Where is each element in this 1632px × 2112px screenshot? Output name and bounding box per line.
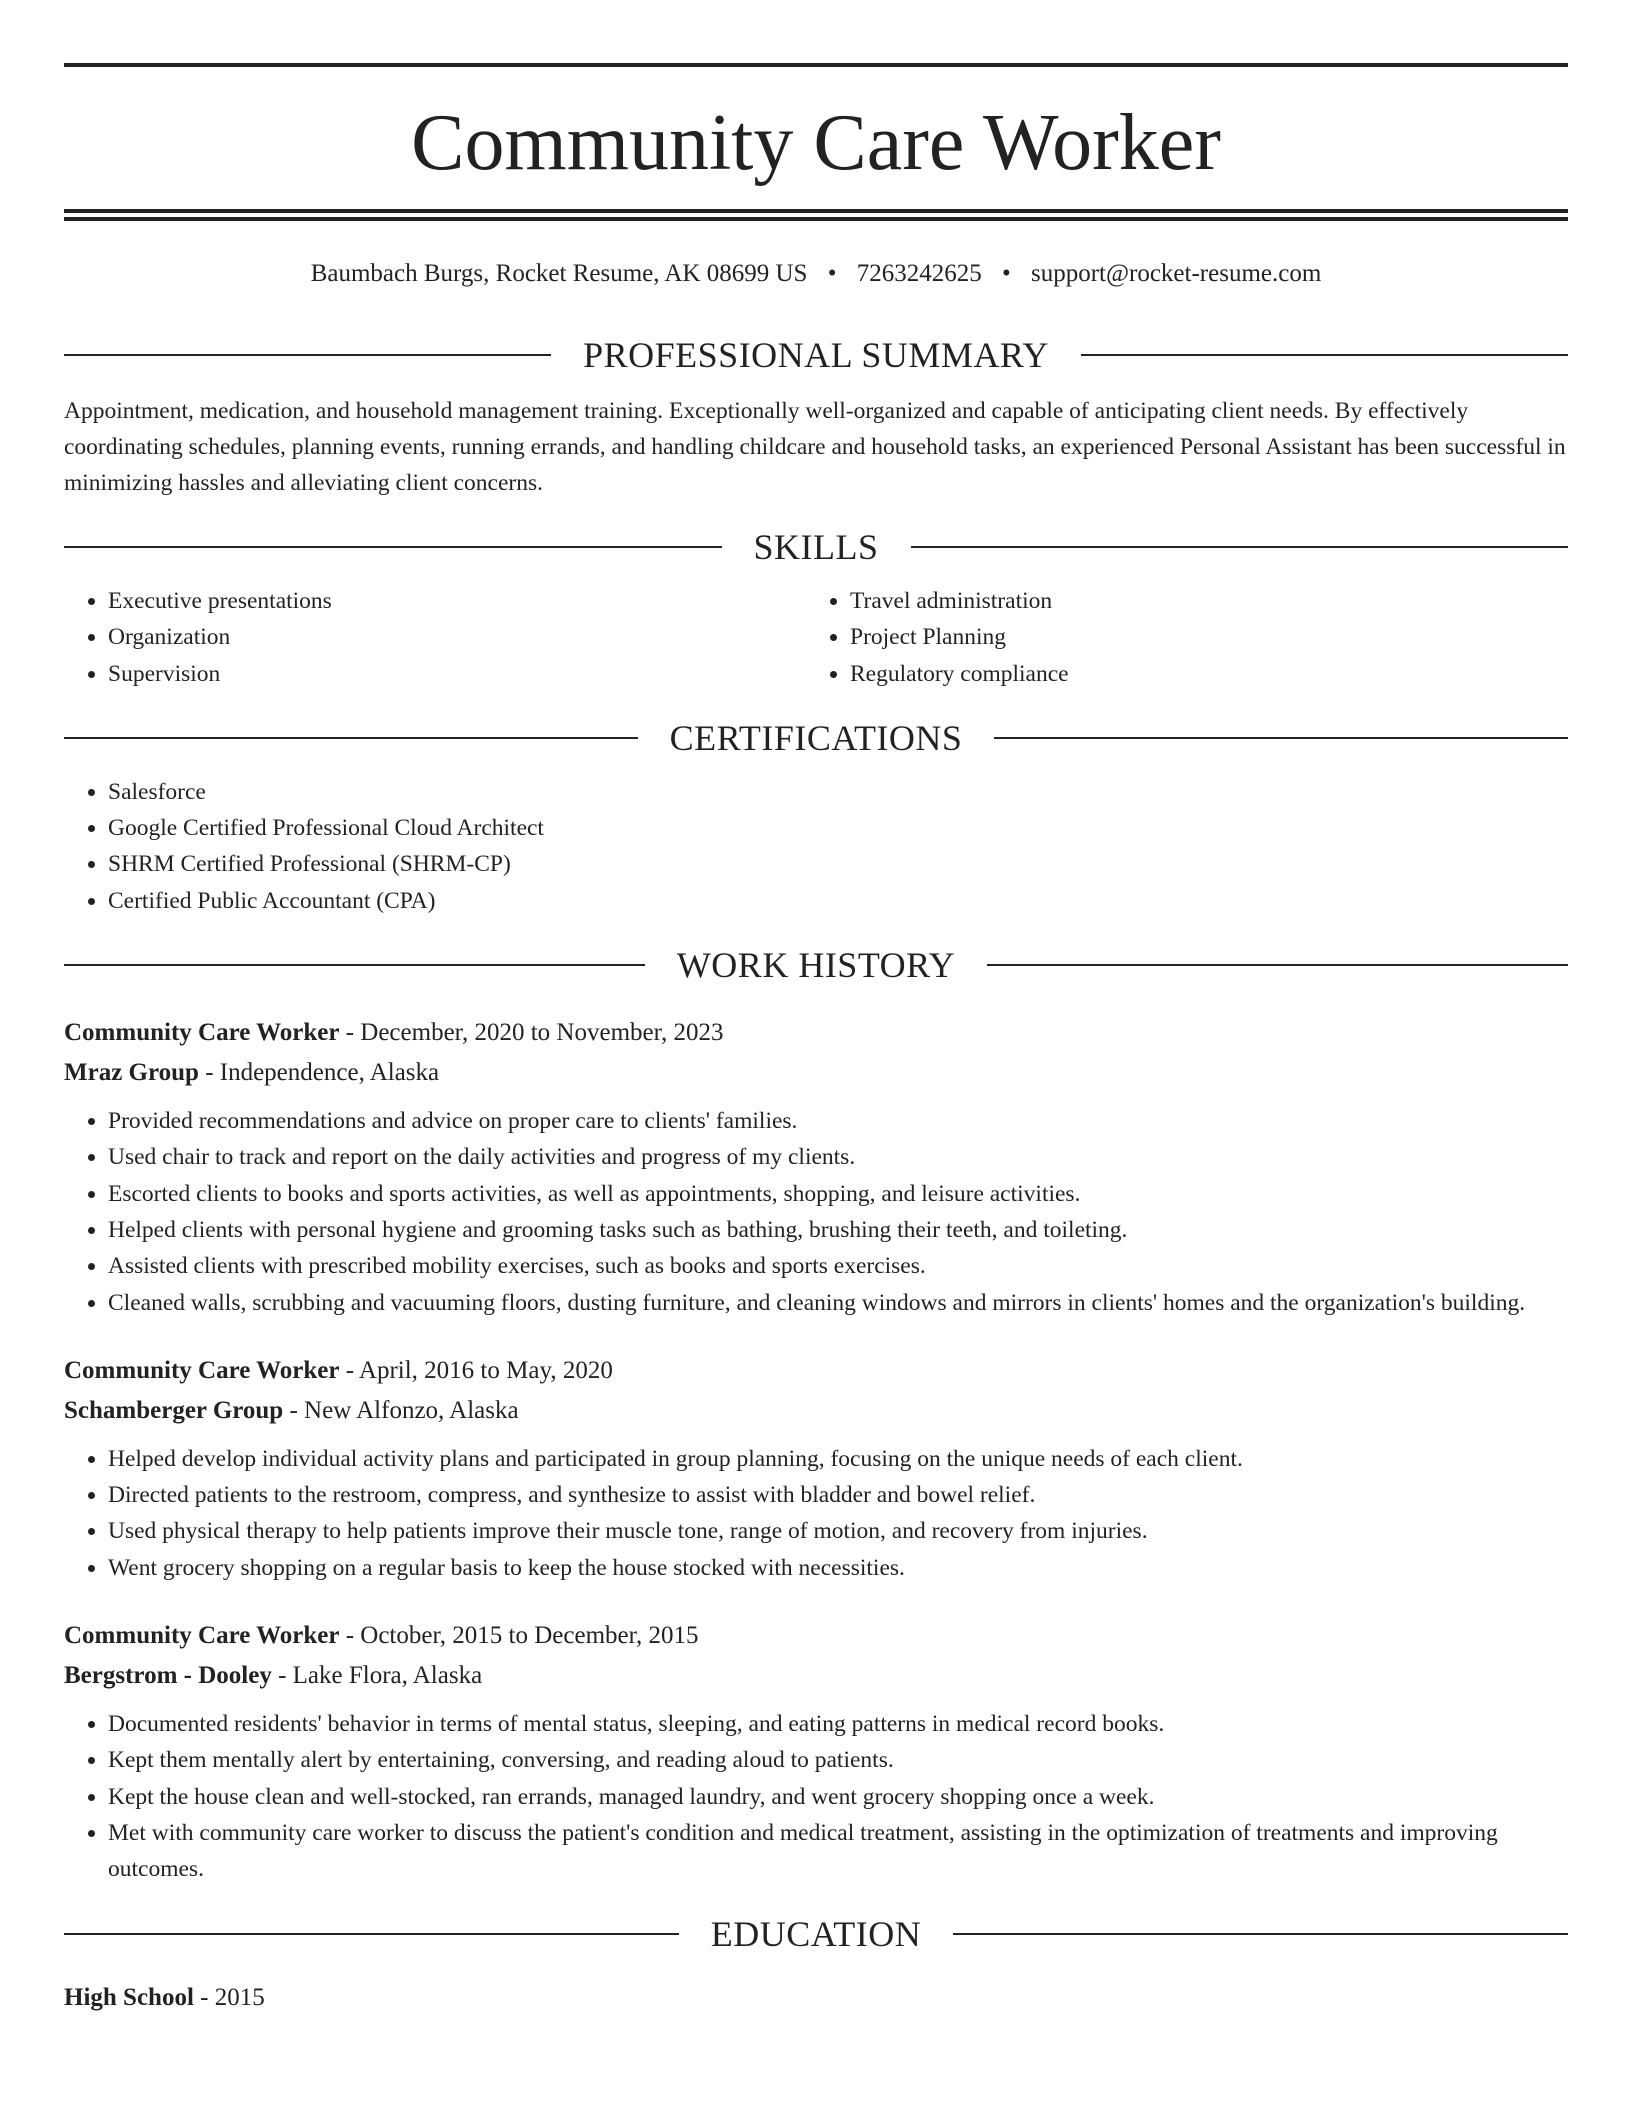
skills-heading-row <box>64 527 1568 567</box>
job-company-line <box>64 1656 1568 1696</box>
job-company-line <box>64 1391 1568 1431</box>
skills-column-left <box>64 583 806 692</box>
job-company-line <box>64 1053 1568 1093</box>
page-title: Community Care Worker <box>411 99 1221 187</box>
job-bullet: • Met with community care worker to discuss the patient's condition and medical treatment, assisting in the optimization of treatments and improving outcomes. <box>108 1815 1568 1888</box>
certifications-list <box>64 774 1568 919</box>
contact-separator: • <box>1001 260 1011 287</box>
heading-rule <box>987 964 1568 966</box>
job-bullet: • Helped clients with personal hygiene and grooming tasks such as bathing, brushing their teeth, and toileting. <box>108 1212 1568 1248</box>
skills-column-right <box>806 583 1548 692</box>
job-bullet: • Kept them mentally alert by entertaining, conversing, and reading aloud to patients. <box>108 1742 1568 1778</box>
heading-rule <box>911 546 1569 548</box>
summary-heading-row <box>64 335 1568 375</box>
job-title-line <box>64 1351 1568 1391</box>
job-bullet: • Assisted clients with prescribed mobility exercises, such as books and sports exercises. <box>108 1248 1568 1284</box>
education-heading: EDUCATION <box>710 1913 922 1954</box>
job-bullet: • Kept the house clean and well-stocked, ran errands, managed laundry, and went grocery shopping once a week. <box>108 1779 1568 1815</box>
job-bullet: • Documented residents' behavior in terms of mental status, sleeping, and eating patterns in medical record books. <box>108 1706 1568 1742</box>
job-bullet: • Used physical therapy to help patients improve their muscle tone, range of motion, and recovery from injuries. <box>108 1513 1568 1549</box>
work-heading-row <box>64 945 1568 985</box>
job-title-line <box>64 1013 1568 1053</box>
job-bullet: • Escorted clients to books and sports activities, as well as appointments, shopping, and leisure activities. <box>108 1176 1568 1212</box>
job-bullets <box>64 1441 1568 1586</box>
skill-item: • Organization <box>108 619 806 655</box>
heading-rule <box>64 1933 679 1935</box>
summary-text: Appointment, medication, and household management training. Exceptionally well-organized and capable of anticipating client needs. By effectively coordinating schedules, planning events, running errands, and handling childcare and household tasks, an experienced Personal Assistant has been successful in minimizing hassles and alleviating client concerns. <box>64 398 1566 496</box>
heading-rule <box>64 737 638 739</box>
title-double-rule <box>64 209 1568 221</box>
job-location: - Independence, Alaska <box>198 1059 440 1087</box>
job-dates: - April, 2016 to May, 2020 <box>339 1356 613 1384</box>
job-bullet: • Went grocery shopping on a regular basis to keep the house stocked with necessities. <box>108 1550 1568 1586</box>
skills-heading: SKILLS <box>753 527 879 567</box>
contact-separator: • <box>827 260 837 287</box>
skill-item: • Executive presentations <box>108 583 806 619</box>
education-degree: High School <box>64 1983 194 2011</box>
top-rule <box>64 63 1568 67</box>
job-company: Mraz Group <box>64 1059 199 1087</box>
job-bullet: • Used chair to track and report on the daily activities and progress of my clients. <box>108 1139 1568 1175</box>
job-entry <box>64 1351 1568 1586</box>
skill-item: • Supervision <box>108 656 806 692</box>
certifications-heading: CERTIFICATIONS <box>669 717 963 758</box>
heading-rule <box>64 546 722 548</box>
heading-rule <box>953 1933 1568 1935</box>
heading-rule <box>1081 354 1568 356</box>
certification-item: • Certified Public Accountant (CPA) <box>108 883 1568 919</box>
contact-line <box>64 257 1568 291</box>
job-company: Bergstrom - Dooley <box>64 1662 272 1690</box>
job-company: Schamberger Group <box>64 1396 284 1424</box>
skill-item: • Project Planning <box>850 619 1548 655</box>
job-title: Community Care Worker <box>64 1622 340 1650</box>
work-heading: WORK HISTORY <box>676 945 956 986</box>
summary-heading: PROFESSIONAL SUMMARY <box>583 335 1049 375</box>
job-dates: - December, 2020 to November, 2023 <box>339 1019 724 1047</box>
job-title: Community Care Worker <box>64 1019 340 1047</box>
job-bullet: • Helped develop individual activity plans and participated in group planning, focusing on the unique needs of each client. <box>108 1441 1568 1477</box>
certification-item: • Google Certified Professional Cloud Architect <box>108 810 1568 846</box>
job-bullet: • Directed patients to the restroom, compress, and synthesize to assist with bladder and bowel relief. <box>108 1477 1568 1513</box>
job-bullet: • Provided recommendations and advice on proper care to clients' families. <box>108 1103 1568 1139</box>
contact-email[interactable]: support@rocket-resume.com <box>1030 260 1322 287</box>
education-heading-row <box>64 1914 1568 1954</box>
education-year: - 2015 <box>193 1983 265 2011</box>
skill-item: • Travel administration <box>850 583 1548 619</box>
job-entry <box>64 1616 1568 1887</box>
contact-phone[interactable]: 7263242625 <box>856 260 982 287</box>
job-title: Community Care Worker <box>64 1356 340 1384</box>
heading-rule <box>994 737 1568 739</box>
certifications-heading-row <box>64 718 1568 758</box>
heading-rule <box>64 964 645 966</box>
certification-item: • SHRM Certified Professional (SHRM-CP) <box>108 846 1568 882</box>
job-location: - New Alfonzo, Alaska <box>283 1396 519 1424</box>
job-bullets <box>64 1706 1568 1887</box>
resume-page <box>64 0 1568 2018</box>
education-entry <box>64 1978 1568 2018</box>
job-location: - Lake Flora, Alaska <box>271 1662 483 1690</box>
skill-item: • Regulatory compliance <box>850 656 1548 692</box>
job-entry <box>64 1013 1568 1321</box>
heading-rule <box>64 354 551 356</box>
job-title-line <box>64 1616 1568 1656</box>
job-dates: - October, 2015 to December, 2015 <box>339 1622 699 1650</box>
job-bullet: • Cleaned walls, scrubbing and vacuuming floors, dusting furniture, and cleaning windows and mirrors in clients' homes and the organization's building. <box>108 1285 1568 1321</box>
skills-list <box>64 583 1568 692</box>
contact-address: Baumbach Burgs, Rocket Resume, AK 08699 US <box>310 260 808 287</box>
certification-item: • Salesforce <box>108 774 1568 810</box>
job-bullets <box>64 1103 1568 1321</box>
